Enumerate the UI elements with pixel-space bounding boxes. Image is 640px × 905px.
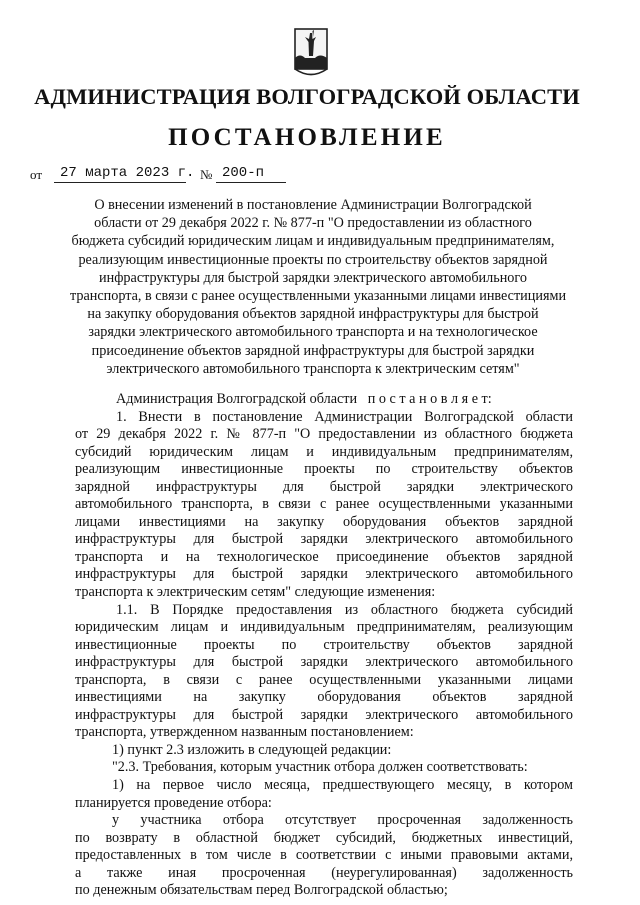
paragraph-line: у участника отбора отсутствует просроченная задолженность — [112, 812, 573, 829]
subject-line: присоединение объектов зарядной инфраструктуры для быстрой зарядки — [91, 342, 535, 359]
preamble-verb: п о с т а н о в л я е т: — [367, 391, 492, 407]
debt-paragraph — [75, 812, 573, 900]
paragraph-line: инфраструктуры для быстрой зарядки электрического автомобильного — [75, 531, 573, 548]
paragraph-line: транспорта и на технологическое присоединение объектов зарядной — [75, 548, 573, 565]
document-subject — [70, 196, 567, 378]
paragraph-line: планируется проведение отбора: — [75, 794, 272, 811]
subject-line: реализующим инвестиционные проекты по строительству объектов зарядной — [78, 251, 548, 268]
subject-line: области от 29 декабря 2022 г. № 877-п "О предоставлении из областного — [94, 215, 532, 232]
paragraph-line: юридическим лицам и индивидуальным предпринимателям, реализующим — [75, 619, 573, 636]
paragraph-line: лицами инвестициями на закупку оборудования объектов зарядной — [75, 513, 573, 530]
subject-line: на закупку оборудования объектов зарядной инфраструктуры для быстрой — [87, 306, 539, 323]
paragraph-line: инвестициями на закупку оборудования объектов зарядной — [75, 689, 573, 706]
paragraph-line: автомобильного транспорта, в связи с ранее осуществленными указанными — [75, 496, 573, 513]
date-prefix-label: от — [30, 167, 43, 182]
number-underline — [216, 182, 286, 183]
number-label: № — [200, 167, 213, 182]
subject-line: бюджета субсидий юридическим лицам и индивидуальным предпринимателям, — [71, 233, 555, 250]
subitem-1-paragraph — [75, 742, 573, 760]
preamble-paragraph — [75, 391, 573, 409]
item-1-1-paragraph — [75, 602, 573, 742]
paragraph-line: "2.3. Требования, которым участник отбора должен соответствовать: — [112, 759, 528, 776]
paragraph-line: от 29 декабря 2022 г. № 877-п "О предоставлении из областного бюджета — [75, 426, 573, 443]
subject-line: инфраструктуры для быстрой зарядки электрического автомобильного — [99, 269, 527, 286]
paragraph-line: инфраструктуры для быстрой зарядки электрического автомобильного — [75, 566, 573, 583]
paragraph-line: по денежным обязательствам перед Волгоградской областью; — [75, 882, 448, 899]
paragraph-line: 1.1. В Порядке предоставления из областного бюджета субсидий — [116, 601, 573, 618]
paragraph-line: инфраструктуры для быстрой зарядки электрического автомобильного — [75, 654, 573, 671]
paragraph-line: субсидий юридическим лицам и индивидуальным предпринимателям, — [75, 443, 573, 460]
paragraph-line: предоставленных в том числе в соответствии с иными правовыми актами, — [75, 847, 573, 864]
subject-line: электрического автомобильного транспорта к электрическим сетям" — [106, 360, 520, 377]
paragraph-line: инвестиционные проекты по строительству объектов зарядной — [75, 636, 573, 653]
subject-line: транспорта, в связи с ранее осуществленными указанными лицами инвестициями — [70, 288, 567, 305]
paragraph-line: по возврату в областной бюджет субсидий, бюджетных инвестиций, — [75, 829, 573, 846]
document-body — [75, 391, 573, 900]
date-underline — [54, 182, 186, 183]
paragraph-line: реализующим инвестиционные проекты по строительству объектов — [75, 461, 573, 478]
paragraph-line: 1) на первое число месяца, предшествующего месяцу, в котором — [112, 777, 573, 794]
quote-heading-paragraph — [75, 759, 573, 777]
document-number: 200-п — [222, 165, 265, 181]
paragraph-line: 1) пункт 2.3 изложить в следующей редакции: — [112, 741, 392, 758]
document-date: 27 марта 2023 г. — [60, 165, 195, 181]
subject-line: О внесении изменений в постановление Администрации Волгоградской — [94, 197, 532, 213]
organization-title: АДМИНИСТРАЦИЯ ВОЛГОГРАДСКОЙ ОБЛАСТИ — [34, 84, 580, 109]
subject-line: зарядки электрического автомобильного транспорта и на технологическое — [88, 324, 538, 341]
paragraph-line: а также иная просроченная (неурегулированная) задолженность — [75, 864, 573, 881]
paragraph-line: транспорта, утвержденном названным постановлением: — [75, 724, 414, 741]
coat-of-arms-emblem — [294, 28, 328, 78]
preamble-prefix: Администрация Волгоградской области — [116, 391, 358, 407]
registration-row — [30, 163, 290, 185]
paragraph-line: транспорта к электрическим сетям" следующие изменения: — [75, 584, 436, 601]
paragraph-line: транспорта, в связи с ранее осуществленными указанными лицами — [75, 671, 573, 688]
document-type: ПОСТАНОВЛЕНИЕ — [168, 124, 446, 151]
paragraph-line: 1. Внести в постановление Администрации Волгоградской области — [116, 408, 573, 425]
paragraph-line: зарядной инфраструктуры для быстрой зарядки электрического — [75, 478, 573, 495]
paragraph-line: инфраструктуры для быстрой зарядки электрического автомобильного — [75, 706, 573, 723]
requirement-1-paragraph — [75, 777, 573, 812]
preamble-line — [75, 391, 573, 409]
item-1-paragraph — [75, 409, 573, 602]
